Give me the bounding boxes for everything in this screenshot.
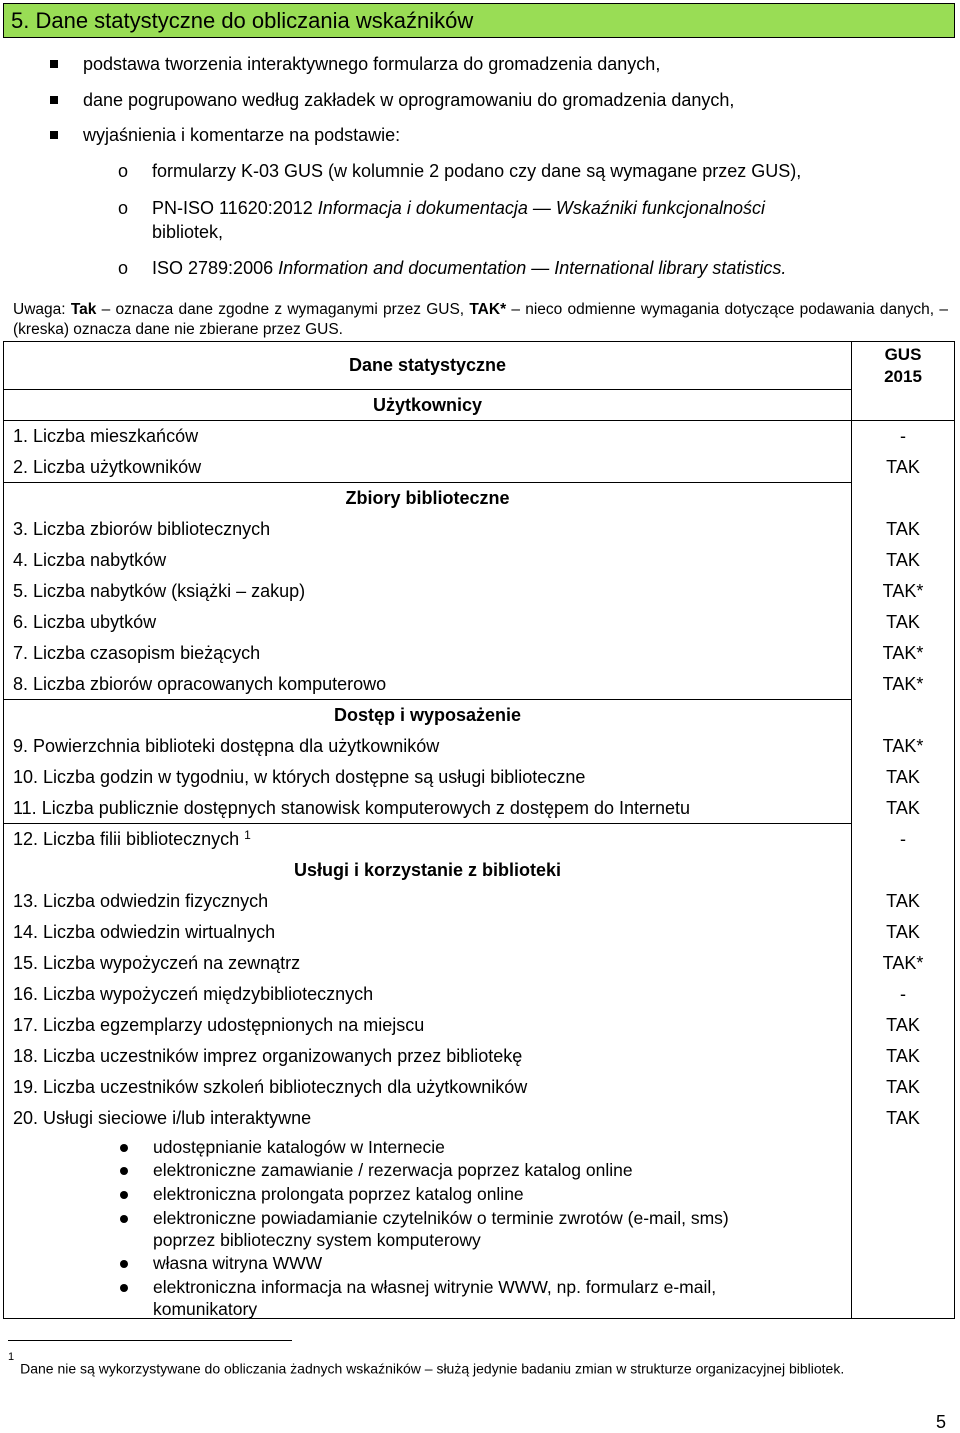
bullet-dot-icon <box>120 1167 128 1175</box>
section-heading: 5. Dane statystyczne do obliczania wskaźników <box>3 3 955 38</box>
section-services: Usługi i korzystanie z biblioteki <box>293 860 562 880</box>
page-number: 5 <box>935 1412 946 1432</box>
footnote-ref: 1 <box>244 828 251 842</box>
table-row: 5. Liczba nabytków (książki – zakup) TAK* <box>13 581 924 601</box>
sub-text: ISO 2789:2006 Information and documentation — International library statistics. <box>152 258 787 278</box>
circle-bullet-icon: o <box>118 198 129 218</box>
sub-text-continued: bibliotek, <box>152 222 224 242</box>
circle-bullet-icon: o <box>118 161 129 181</box>
bullet-dot-icon <box>120 1215 128 1223</box>
bullet-dot-icon <box>120 1260 128 1268</box>
table-row: 12. Liczba filii bibliotecznych $^1$ - <box>13 828 906 849</box>
sub-text: PN-ISO 11620:2012 Informacja i dokumentacja — Wskaźniki funkcjonalności <box>152 198 765 218</box>
table-row: 19. Liczba uczestników szkoleń bibliotecznych dla użytkowników TAK <box>13 1077 920 1097</box>
table-row: 7. Liczba czasopism bieżących TAK* <box>13 643 924 663</box>
table-row: 4. Liczba nabytków TAK <box>13 550 920 570</box>
section-users: Użytkownicy <box>372 395 483 415</box>
table-row: 9. Powierzchnia biblioteki dostępna dla użytkowników TAK* <box>13 736 924 756</box>
section-access: Dostęp i wyposażenie <box>333 705 522 725</box>
statistics-table: Dane statystyczne GUS 2015 Użytkownicy 1. Liczba mieszkańców - 2. Liczba użytkowników TAK Zbiory biblioteczne 3. Liczba zbiorów bibliotecznych TAK 4. Liczba nabytków TAK 5. Liczba nabytków (książki – zakup) TAK* 6. Liczba ubytków TAK 7. Liczba czasopism bieżących TAK* 8. Liczba zbiorów opracowanych komputerowo TAK* Dostęp i wyposażenie 9. Powierzchnia biblioteki dostępna dla użytkowników TAK* 10. Liczba godzin w tygodniu, w których dostępne są usługi biblioteczne TAK 11. Liczba publicznie dostępnych stanowisk komputerowych z dostępem do Internetu TAK 12. Liczba filii bibliotecznych $^1$ - Usługi i korzystanie z biblioteki 13. Liczba odwiedzin fizycznych TAK 14. Liczba odwiedzin wirtualnych TAK 15. Liczba wypożyczeń na zewnątrz TAK* 16. Liczba wypożyczeń międzybibliotecznych - 17. Liczba egzemplarzy udostępnionych na miejscu TAK 18. Liczba uczestników imprez organizowanych przez bibliotekę TAK 19. Liczba uczestników szkoleń bibliotecznych dla użytkowników TAK 20. Usługi sieciowe i/lub interaktywne TAK udostępnianie katalogów w Internecie elektroniczne zamawianie / rezerwacja poprzez katalog online elektroniczna prolongata poprzez katalog online elektroniczne powiadamianie czytelników o terminie zwrotów (e-mail, sms) poprzez biblioteczny system komputerowy własna witryna WWW elektroniczna informacja na własnej witrynie WWW, np. formularz e-mail, komunikatory <box>3 341 955 1319</box>
bullet-dot-icon <box>120 1284 128 1292</box>
table-row: 18. Liczba uczestników imprez organizowanych przez bibliotekę TAK <box>13 1046 920 1066</box>
bullet-dot-icon <box>120 1191 128 1199</box>
table-row: 6. Liczba ubytków TAK <box>13 612 920 632</box>
table-row: 1. Liczba mieszkańców - <box>13 426 906 446</box>
table-row: 11. Liczba publicznie dostępnych stanowisk komputerowych z dostępem do Internetu TAK <box>13 798 920 818</box>
table-row: 16. Liczba wypożyczeń międzybibliotecznych - <box>13 984 906 1004</box>
table-header-title: Dane statystyczne <box>348 355 507 375</box>
circle-bullet-icon: o <box>118 258 129 278</box>
table-row: 15. Liczba wypożyczeń na zewnątrz TAK* <box>13 953 924 973</box>
bullet-text: wyjaśnienia i komentarze na podstawie: <box>83 125 401 145</box>
footnote-separator <box>8 1340 292 1341</box>
bullet-dot-icon <box>120 1144 128 1152</box>
square-bullet-icon <box>50 96 58 104</box>
square-bullet-icon <box>50 131 58 139</box>
section-collections: Zbiory biblioteczne <box>345 488 510 508</box>
table-row: 10. Liczba godzin w tygodniu, w których dostępne są usługi biblioteczne TAK <box>13 767 920 787</box>
square-bullet-icon <box>50 60 58 68</box>
bullet-text: dane pogrupowano według zakładek w oprogramowaniu do gromadzenia danych, <box>83 90 735 110</box>
table-row: 14. Liczba odwiedzin wirtualnych TAK <box>13 922 920 942</box>
sub-text: formularzy K-03 GUS (w kolumnie 2 podano czy dane są wymagane przez GUS), <box>152 161 802 181</box>
note-paragraph: Uwaga: Tak – oznacza dane zgodne z wymaganymi przez GUS, TAK* – nieco odmienne wymagania dotyczące podawania danych, – (kreska) oznacza dane nie zbierane przez GUS. <box>13 301 948 338</box>
gus-column-header: GUS 2015 <box>884 345 922 386</box>
table-row: 17. Liczba egzemplarzy udostępnionych na miejscu TAK <box>13 1015 920 1035</box>
table-row: 3. Liczba zbiorów bibliotecznych TAK <box>13 519 920 539</box>
table-row: 20. Usługi sieciowe i/lub interaktywne TAK <box>13 1108 920 1128</box>
table-row: 13. Liczba odwiedzin fizycznych TAK <box>13 891 920 911</box>
footnote: $^1$Dane nie są wykorzystywane do obliczania żadnych wskaźników – służą jedynie badaniu zmian w strukturze organizacyjnej bibliotek. <box>8 1351 845 1377</box>
bullet-text: podstawa tworzenia interaktywnego formularza do gromadzenia danych, <box>83 54 661 74</box>
table-row: 2. Liczba użytkowników TAK <box>13 457 920 477</box>
table-row: 8. Liczba zbiorów opracowanych komputerowo TAK* <box>13 674 924 694</box>
